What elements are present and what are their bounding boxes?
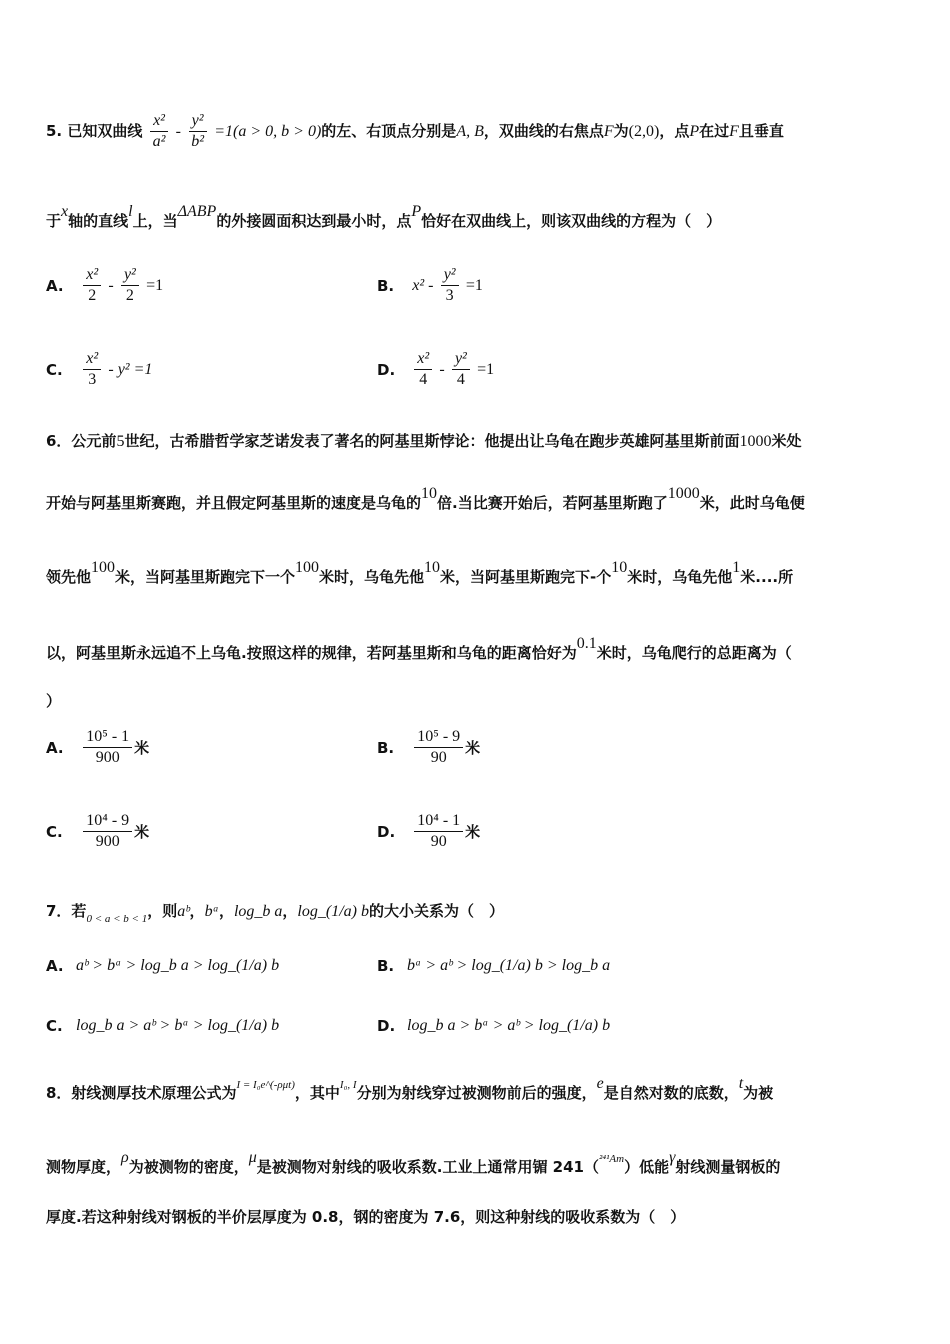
q6-option-c[interactable]: C. $\frac{\text{10⁴ - 9}}{900}$ 米 [46, 812, 150, 850]
q7-stem: 7．若$_{0 < a < b < 1}$，则aᵇ，bᵃ，log_b a，log_(1/a) b的大小关系为（ ） [46, 902, 504, 925]
q5-option-b[interactable]: B. x² - $\frac{\text{y²}}{3}$ =1 [377, 266, 483, 304]
q8-line3: 厚度.若这种射线对钢板的半价层厚度为 0.8，钢的密度为 7.6，则这种射线的吸收系数为（ ） [46, 1208, 686, 1226]
q7-option-a[interactable]: A. aᵇ > bᵃ > log_b a > log_(1/a) b [46, 956, 280, 975]
q5-number: 5. [46, 122, 63, 140]
q5-frac-y: $\frac{\text{y²}}{\text{b²}}$ [188, 112, 207, 151]
q8-line2: 测物厚度，ρ为被测物的密度，μ是被测物对射线的吸收系数.工业上通常用镅 241（$^{^{241}Am}$）低能γ射线测量钢板的 [46, 1149, 781, 1176]
q7-option-d[interactable]: D. log_b a > bᵃ > aᵇ > log_(1/a) b [377, 1016, 611, 1035]
q7-option-b[interactable]: B. bᵃ > aᵇ > log_(1/a) b > log_b a [377, 956, 611, 975]
q7-option-c[interactable]: C. log_b a > aᵇ > bᵃ > log_(1/a) b [46, 1016, 280, 1035]
q8-line1: 8．射线测厚技术原理公式为$^{I = I_0e\^{}(-\rho\mu t)}$，其中$^{I_0, I}$分别为射线穿过被测物前后的强度，e是自然对数的底数，t为被 [46, 1075, 774, 1102]
q6-option-d[interactable]: D. $\frac{\text{10⁴ - 1}}{90}$ 米 [377, 812, 481, 850]
q6-line4: 以，阿基里斯永远追不上乌龟.按照这样的规律，若阿基里斯和乌龟的距离恰好为0.1米时，乌龟爬行的总距离为（ [46, 635, 792, 662]
q5-option-d[interactable]: D. $\frac{\text{x²}}{4}$ - $\frac{\text{y²}}{4}$ =1 [377, 350, 495, 388]
q5-option-a[interactable]: A. $\frac{\text{x²}}{2}$ - $\frac{\text{y²}}{2}$ =1 [46, 266, 164, 304]
q6-line5: ） [46, 692, 62, 710]
q6-option-b[interactable]: B. $\frac{\text{10⁵ - 9}}{90}$ 米 [377, 728, 481, 766]
q6-line1: 6．公元前5世纪，古希腊哲学家芝诺发表了著名的阿基里斯悖论：他提出让乌龟在跑步英雄阿基里斯前面1000米处 [46, 432, 802, 450]
q6-line3: 领先他100米，当阿基里斯跑完下一个100米时，乌龟先他10米，当阿基里斯跑完下-个10米时，乌龟先他1米....所 [46, 559, 794, 586]
q5-frac-x: $\frac{\text{x²}}{\text{a²}}$ [150, 112, 169, 151]
q6-option-a[interactable]: A. $\frac{\text{10⁵ - 1}}{900}$ 米 [46, 728, 150, 766]
q5-option-c[interactable]: C. $\frac{\text{x²}}{3}$ - y² =1 [46, 350, 153, 388]
q5-line1: 5. 已知双曲线 $\frac{\text{x²}}{\text{a²}}$ - $\frac{\text{y²}}{\text{b²}}$ =1(a > 0, b > 0)的左、右顶点分别是A, B，双曲线的右焦点F为(2,0)，点P在过F且垂直 [46, 112, 784, 150]
q5-line2: 于x轴的直线l上，当ΔABP的外接圆面积达到最小时，点P恰好在双曲线上，则该双曲线的方程为（ ） [46, 203, 722, 230]
q6-line2: 开始与阿基里斯赛跑，并且假定阿基里斯的速度是乌龟的10倍.当比赛开始后，若阿基里斯跑了1000米，此时乌龟便 [46, 485, 805, 512]
